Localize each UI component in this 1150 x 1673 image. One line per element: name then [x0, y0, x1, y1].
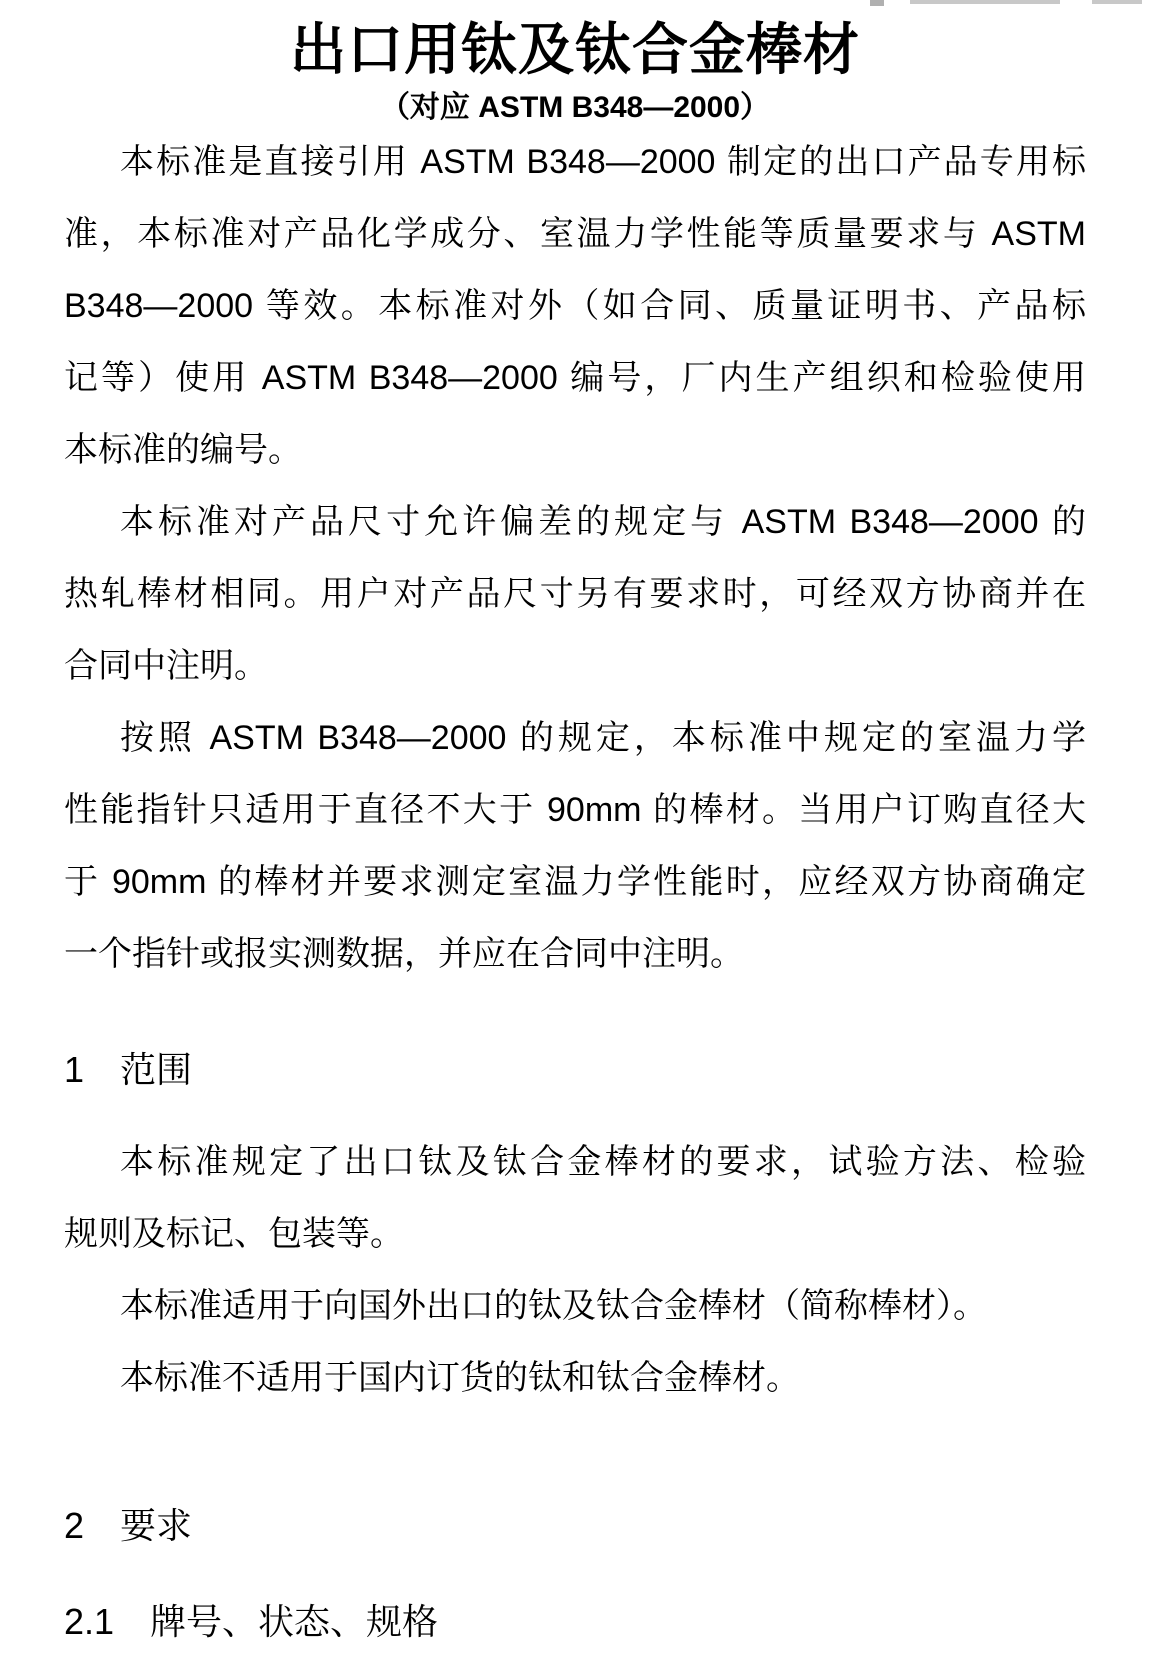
paragraph-line: 本标准规定了出口钛及钛合金棒材的要求，试验方法、检验: [120, 1143, 1086, 1181]
paragraph-line: 规则及标记、包装等。: [64, 1215, 404, 1253]
cut-off-header-artifact: [870, 0, 884, 6]
cut-off-header-artifact: [910, 0, 1060, 4]
paragraph-line: 于 90mm 的棒材并要求测定室温力学性能时，应经双方协商确定: [64, 863, 1086, 901]
paragraph-line: 本标准的编号。: [64, 431, 302, 469]
document-subtitle: （对应 ASTM B348—2000）: [379, 91, 771, 124]
scope-paragraph-1: [64, 1126, 1086, 1270]
cut-off-header-artifact: [1092, 0, 1142, 4]
document-body: [0, 126, 1150, 1658]
document-title: 出口用钛及钛合金棒材: [290, 18, 860, 81]
paragraph-line: 本标准对产品尺寸允许偏差的规定与 ASTM B348—2000 的: [120, 503, 1086, 541]
section-heading-2-requirements: 2 要求: [64, 1505, 193, 1546]
paragraph-line: 热轧棒材相同。用户对产品尺寸另有要求时，可经双方协商并在: [64, 575, 1086, 613]
intro-paragraph-3: [64, 702, 1086, 990]
paragraph-line: 准，本标准对产品化学成分、室温力学性能等质量要求与 ASTM: [64, 215, 1086, 253]
paragraph-line: 性能指针只适用于直径不大于 90mm 的棒材。当用户订购直径大: [64, 791, 1086, 829]
intro-paragraph-1: [64, 126, 1086, 486]
paragraph-line: 本标准适用于向国外出口的钛及钛合金棒材（简称棒材）。: [120, 1287, 987, 1325]
paragraph-line: B348—2000 等效。本标准对外（如合同、质量证明书、产品标: [64, 287, 1086, 325]
intro-paragraph-2: [64, 486, 1086, 702]
paragraph-line: 本标准是直接引用 ASTM B348—2000 制定的出口产品专用标: [120, 143, 1086, 181]
section-heading-1-scope: 1 范围: [64, 1049, 193, 1090]
paragraph-line: 一个指针或报实测数据，并应在合同中注明。: [64, 935, 744, 973]
scope-paragraph-2: [64, 1270, 1086, 1342]
paragraph-line: 合同中注明。: [64, 647, 268, 685]
scope-paragraph-3: [64, 1342, 1086, 1414]
paragraph-line: 本标准不适用于国内订货的钛和钛合金棒材。: [120, 1359, 800, 1397]
document-header: [0, 0, 1150, 126]
subsection-heading-2-1-grades: 2.1 牌号、状态、规格: [64, 1601, 439, 1642]
paragraph-line: 按照 ASTM B348—2000 的规定，本标准中规定的室温力学: [120, 719, 1086, 757]
paragraph-line: 记等）使用 ASTM B348—2000 编号，厂内生产组织和检验使用: [64, 359, 1086, 397]
